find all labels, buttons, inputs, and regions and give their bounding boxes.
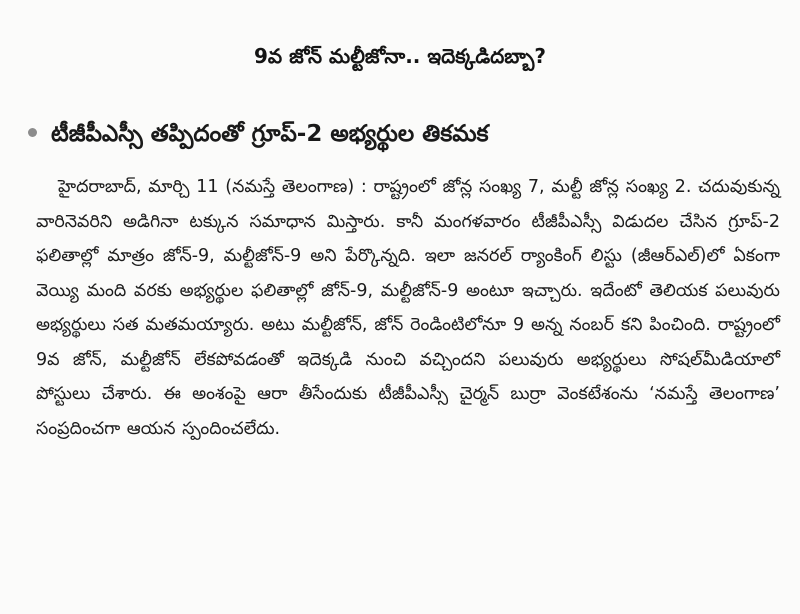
article-headline: 9వ జోన్‌ మల్టీజోనా.. ఇదెక్కడిదబ్బా?	[253, 44, 547, 68]
article-subheadline-row	[28, 112, 788, 156]
article-subheadline: టీజీపీఎస్సీ తప్పిదంతో గ్రూప్‌-2 అభ్యర్థుల తికమక	[51, 121, 489, 147]
bullet-icon	[28, 128, 37, 137]
article-body: హైదరాబాద్‌, మార్చి 11 (నమస్తే తెలంగాణ) : రాష్ట్రంలో జోన్ల సంఖ్య 7, మల్టీ జోన్ల సంఖ్య 2. చదువుకున్న వారినెవరిని అడిగినా టక్కున సమాధాన మిస్తారు. కానీ మంగళవారం టీజీపీఎస్సీ విడుదల చేసిన గ్రూప్‌-2 ఫలితాల్లో మాత్రం జోన్‌-9, మల్టీజోన్‌-9 అని పేర్కొన్నది. ఇలా జనరల్‌ ర్యాంకింగ్‌ లిస్టు (జీఆర్‌ఎల్‌)లో ఏకంగా వెయ్యి మంది వరకు అభ్యర్థుల ఫలితాల్లో జోన్‌-9, మల్టీజోన్‌-9 అంటూ ఇచ్చారు. ఇదేంటో తెలియక పలువురు అభ్యర్థులు సత మతమయ్యారు. అటు మల్టీజోన్‌, జోన్‌ రెండింటిలోనూ 9 అన్న నంబర్‌ కని పించింది. రాష్ట్రంలో 9వ జోన్‌, మల్టీజోన్‌ లేకపోవడంతో ఇదెక్కడి నుంచి వచ్చిందని పలువురు అభ్యర్థులు సోషల్‌మీడియాలో పోస్టులు చేశారు. ఈ అంశంపై ఆరా తీసేందుకు టీజీపీఎస్సీ చైర్మన్‌ బుర్రా వెంకటేశంను ‘నమస్తే తెలంగాణ’ సంప్రదించగా ఆయన స్పందించలేదు.	[36, 177, 780, 439]
